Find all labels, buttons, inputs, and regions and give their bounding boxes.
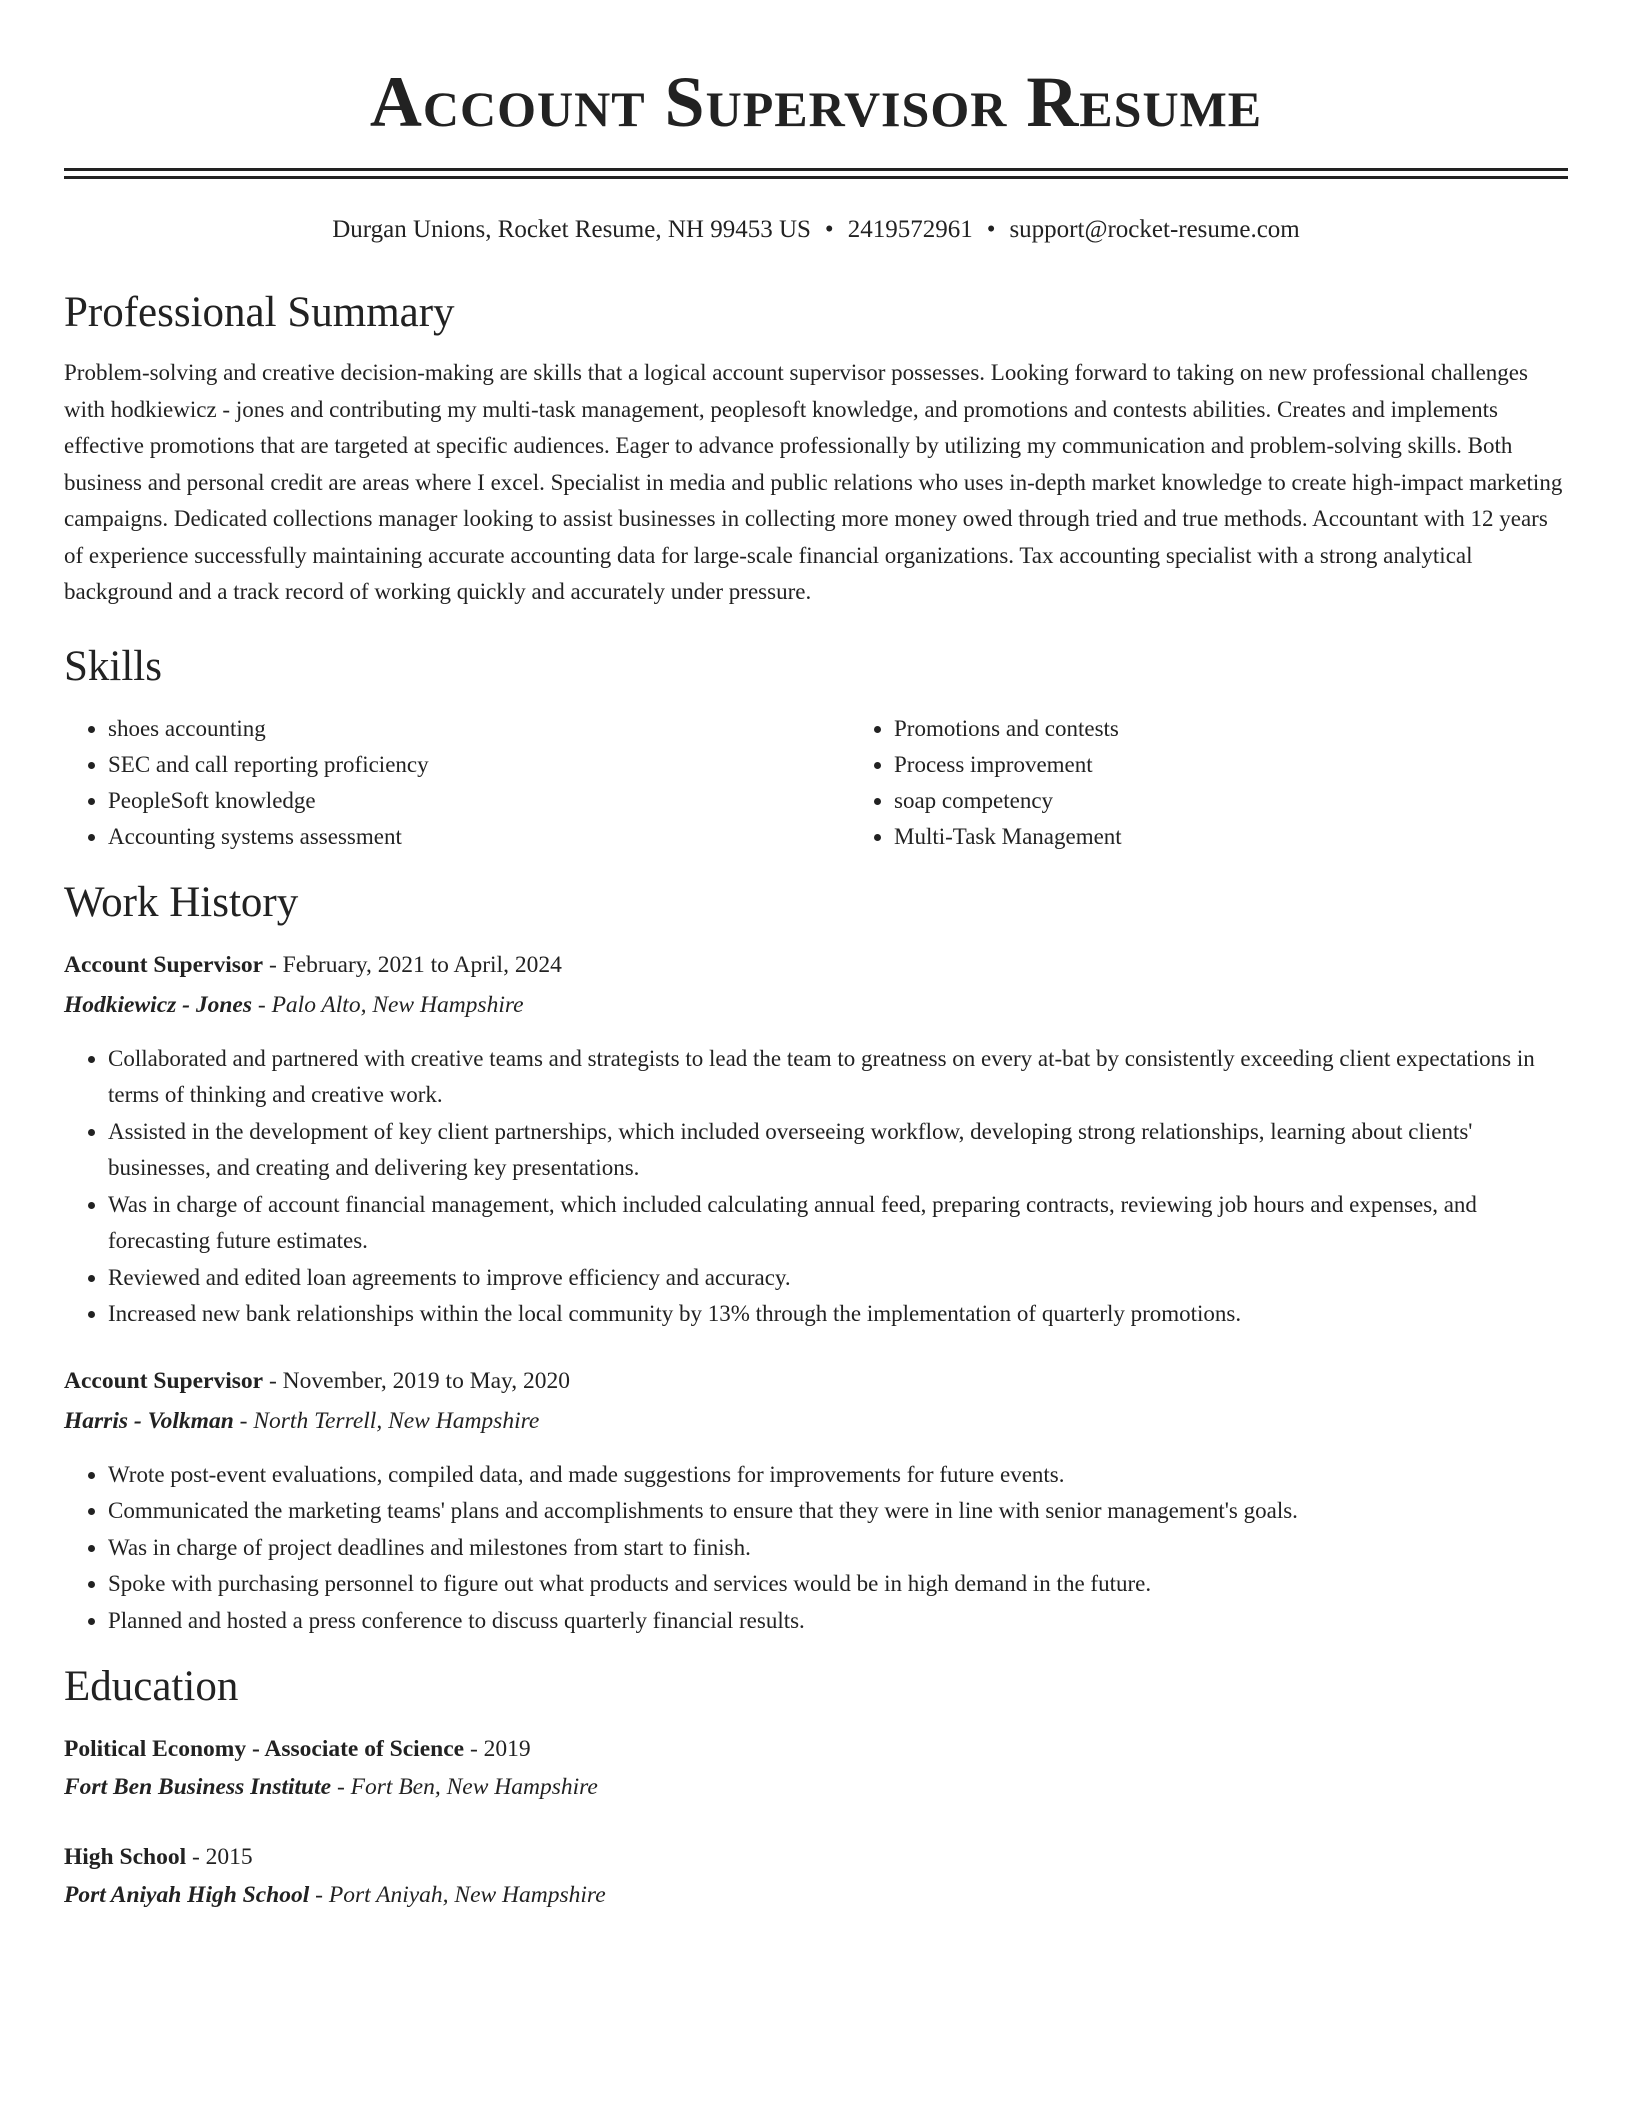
education-location: - Fort Ben, New Hampshire (331, 1774, 598, 1800)
education-school: Fort Ben Business Institute (64, 1774, 332, 1800)
job-bullets (64, 1041, 1568, 1333)
contact-line (64, 215, 1568, 245)
skills-column-right (850, 711, 1632, 855)
education-entry (64, 1839, 1568, 1913)
skills-list (64, 711, 1568, 855)
job-company-line (64, 987, 1568, 1023)
skill-item: • SEC and call reporting proficiency (108, 747, 850, 783)
job-dates: - February, 2021 to April, 2024 (263, 951, 562, 978)
education-degree: High School (64, 1844, 187, 1870)
job-bullet: • Collaborated and partnered with creative teams and strategists to lead the team to greatness on every at-bat by consistently exceeding client expectations in terms of thinking and creative work. (108, 1041, 1568, 1114)
job-bullet: • Planned and hosted a press conference to discuss quarterly financial results. (108, 1603, 1568, 1640)
skill-item: • soap competency (894, 783, 1632, 819)
contact-phone: 2419572961 (847, 216, 973, 243)
job-bullets (64, 1457, 1568, 1640)
job-bullet: • Communicated the marketing teams' plans and accomplishments to ensure that they were in line with senior management's goals. (108, 1493, 1568, 1530)
title-double-rule (64, 168, 1568, 179)
education-location: - Port Aniyah, New Hampshire (309, 1882, 606, 1908)
education-year: - 2019 (464, 1736, 531, 1762)
education-school-line (64, 1769, 1568, 1805)
education-entry (64, 1731, 1568, 1805)
work-history-heading: Work History (64, 878, 299, 926)
skills-column-left (64, 711, 850, 855)
job-bullet: • Reviewed and edited loan agreements to improve efficiency and accuracy. (108, 1260, 1568, 1297)
job-entry (64, 947, 1568, 1333)
contact-separator: • (986, 216, 996, 243)
skill-item: • Multi-Task Management (894, 819, 1632, 855)
job-bullet: • Was in charge of project deadlines and milestones from start to finish. (108, 1530, 1568, 1567)
education-school: Port Aniyah High School (64, 1882, 310, 1908)
job-company: Hodkiewicz - Jones (64, 991, 252, 1018)
contact-email: support@rocket-resume.com (1009, 216, 1300, 243)
education-year: - 2015 (186, 1844, 253, 1870)
job-title: Account Supervisor (64, 1367, 264, 1394)
job-company-line (64, 1403, 1568, 1439)
job-title: Account Supervisor (64, 951, 264, 978)
contact-separator: • (824, 216, 834, 243)
job-bullet: • Assisted in the development of key client partnerships, which included overseeing workflow, developing strong relationships, learning about clients' businesses, and creating and delivering key presentations. (108, 1114, 1568, 1187)
job-title-line (64, 1363, 1568, 1399)
job-bullet: • Wrote post-event evaluations, compiled data, and made suggestions for improvements for future events. (108, 1457, 1568, 1494)
skills-heading: Skills (64, 642, 162, 690)
resume-title: Account Supervisor Resume (369, 62, 1263, 142)
skill-item: • Accounting systems assessment (108, 819, 850, 855)
job-bullet: • Was in charge of account financial management, which included calculating annual feed, preparing contracts, reviewing job hours and expenses, and forecasting future estimates. (108, 1187, 1568, 1260)
summary-heading: Professional Summary (64, 289, 455, 336)
job-bullet: • Increased new bank relationships within the local community by 13% through the implementation of quarterly promotions. (108, 1296, 1568, 1333)
job-bullet: • Spoke with purchasing personnel to figure out what products and services would be in high demand in the future. (108, 1566, 1568, 1603)
job-dates: - November, 2019 to May, 2020 (263, 1367, 571, 1394)
skill-item: • Promotions and contests (894, 711, 1632, 747)
education-degree-line (64, 1839, 1568, 1875)
education-heading: Education (64, 1663, 239, 1710)
job-location: - Palo Alto, New Hampshire (252, 991, 524, 1018)
summary-text: Problem-solving and creative decision-making are skills that a logical account supervisor possesses. Looking forward to taking on new professional challenges with hodkiewicz - jones and contributing my multi-task management, peoplesoft knowledge, and promotions and contests abilities. Creates and implements effective promotions that are targeted at specific audiences. Eager to advance professionally by utilizing my communication and problem-solving skills. Both business and personal credit are areas where I excel. Specialist in media and public relations who uses in-depth market knowledge to create high-impact marketing campaigns. Dedicated collections manager looking to assist businesses in collecting more money owed through tried and true methods. Accountant with 12 years of experience successfully maintaining accurate accounting data for large-scale financial organizations. Tax accounting specialist with a strong analytical background and a track record of working quickly and accurately under pressure. (64, 360, 1563, 604)
education-school-line (64, 1877, 1568, 1913)
job-entry (64, 1363, 1568, 1640)
job-company: Harris - Volkman (64, 1407, 234, 1434)
job-title-line (64, 947, 1568, 983)
skill-item: • shoes accounting (108, 711, 850, 747)
education-degree-line (64, 1731, 1568, 1767)
job-location: - North Terrell, New Hampshire (233, 1407, 540, 1434)
education-degree: Political Economy - Associate of Science (64, 1736, 465, 1762)
contact-address: Durgan Unions, Rocket Resume, NH 99453 US (332, 216, 811, 243)
skill-item: • PeopleSoft knowledge (108, 783, 850, 819)
skill-item: • Process improvement (894, 747, 1632, 783)
